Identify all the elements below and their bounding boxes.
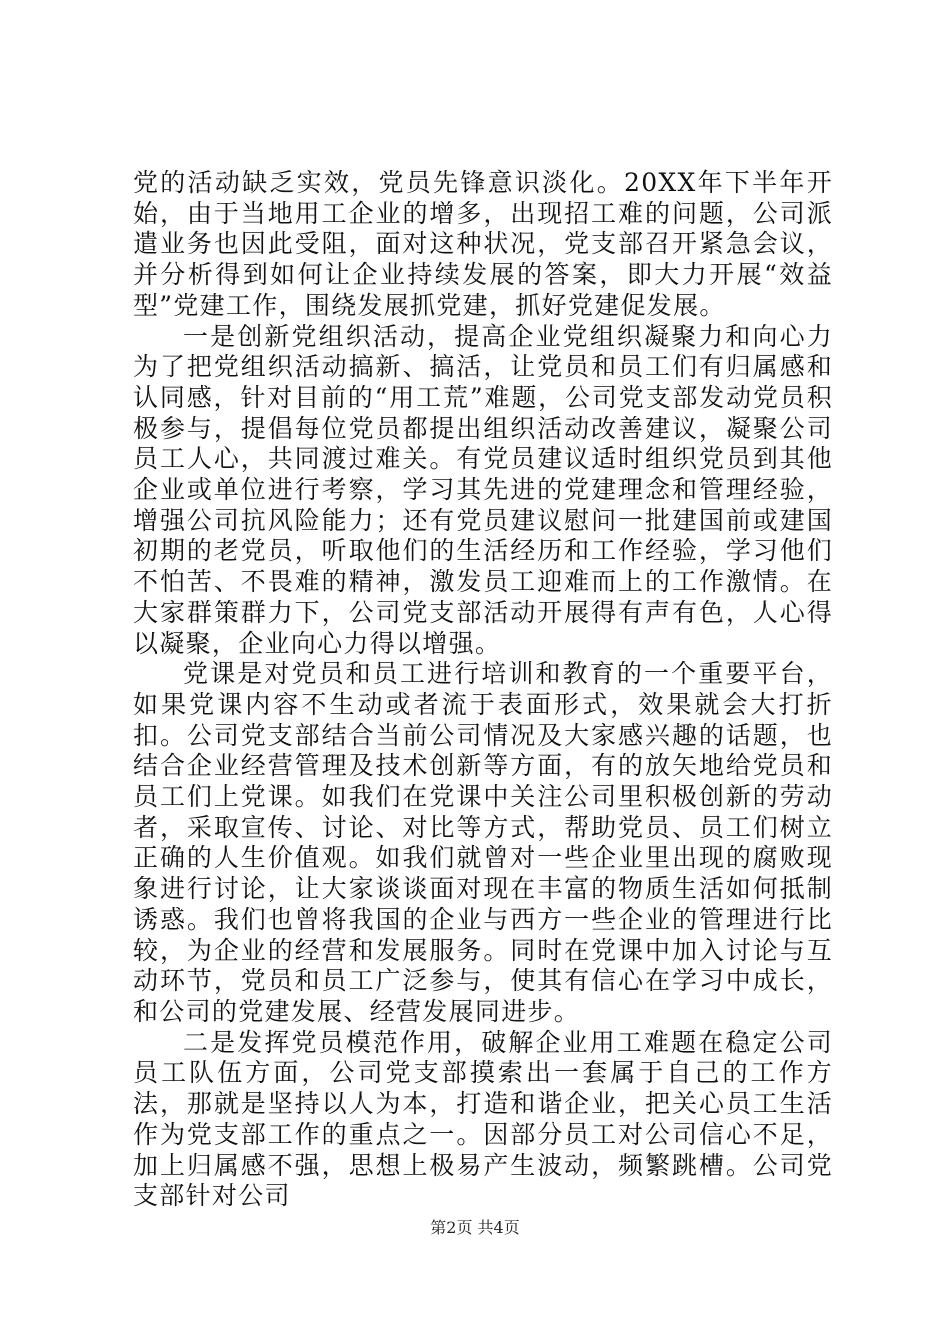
body-text xyxy=(133,168,833,1212)
paragraph-innovation-activities: 一是创新党组织活动，提高企业党组织凝聚力和向心力为了把党组织活动搞新、搞活，让党员和员工们有归属感和认同感，针对目前的“用工荒”难题，公司党支部发动党员积极参与，提倡每位党员都提出组织活动改善建议，凝聚公司员工人心，共同渡过难关。有党员建议适时组织党员到其他企业或单位进行考察，学习其先进的党建理念和管理经验，增强公司抗风险能力；还有党员建议慰问一批建国前或建国初期的老党员，听取他们的生活经历和工作经验，学习他们不怕苦、不畏难的精神，激发员工迎难而上的工作激情。在大家群策群力下，公司党支部活动开展得有声有色，人心得以凝聚，企业向心力得以增强。 xyxy=(133,321,833,658)
paragraph-party-lessons: 党课是对党员和员工进行培训和教育的一个重要平台，如果党课内容不生动或者流于表面形式，效果就会大打折扣。公司党支部结合当前公司情况及大家感兴趣的话题，也结合企业经营管理及技术创新等方面，有的放矢地给党员和员工们上党课。如我们在党课中关注公司里积极创新的劳动者，采取宣传、讨论、对比等方式，帮助党员、员工们树立正确的人生价值观。如我们就曾对一些企业里出现的腐败现象进行讨论，让大家谈谈面对现在丰富的物质生活如何抵制诱惑。我们也曾将我国的企业与西方一些企业的管理进行比较，为企业的经营和发展服务。同时在党课中加入讨论与互动环节，党员和员工广泛参与，使其有信心在学习中成长，和公司的党建发展、经营发展同进步。 xyxy=(133,659,833,1026)
page-number-footer: 第2页 共4页 xyxy=(430,1218,520,1237)
paragraph-member-role: 二是发挥党员模范作用，破解企业用工难题在稳定公司员工队伍方面，公司党支部摸索出一套属于自己的工作方法，那就是坚持以人为本，打造和谐企业，把关心员工生活作为党支部工作的重点之一。因部分员工对公司信心不足，加上归属感不强，思想上极易产生波动，频繁跳槽。公司党支部针对公司 xyxy=(133,1027,833,1211)
paragraph-continuation: 党的活动缺乏实效，党员先锋意识淡化。20XX年下半年开始，由于当地用工企业的增多，出现招工难的问题，公司派遣业务也因此受阻，面对这种状况，党支部召开紧急会议，并分析得到如何让企业持续发展的答案，即大力开展“效益型”党建工作，围绕发展抓党建，抓好党建促发展。 xyxy=(133,168,833,320)
